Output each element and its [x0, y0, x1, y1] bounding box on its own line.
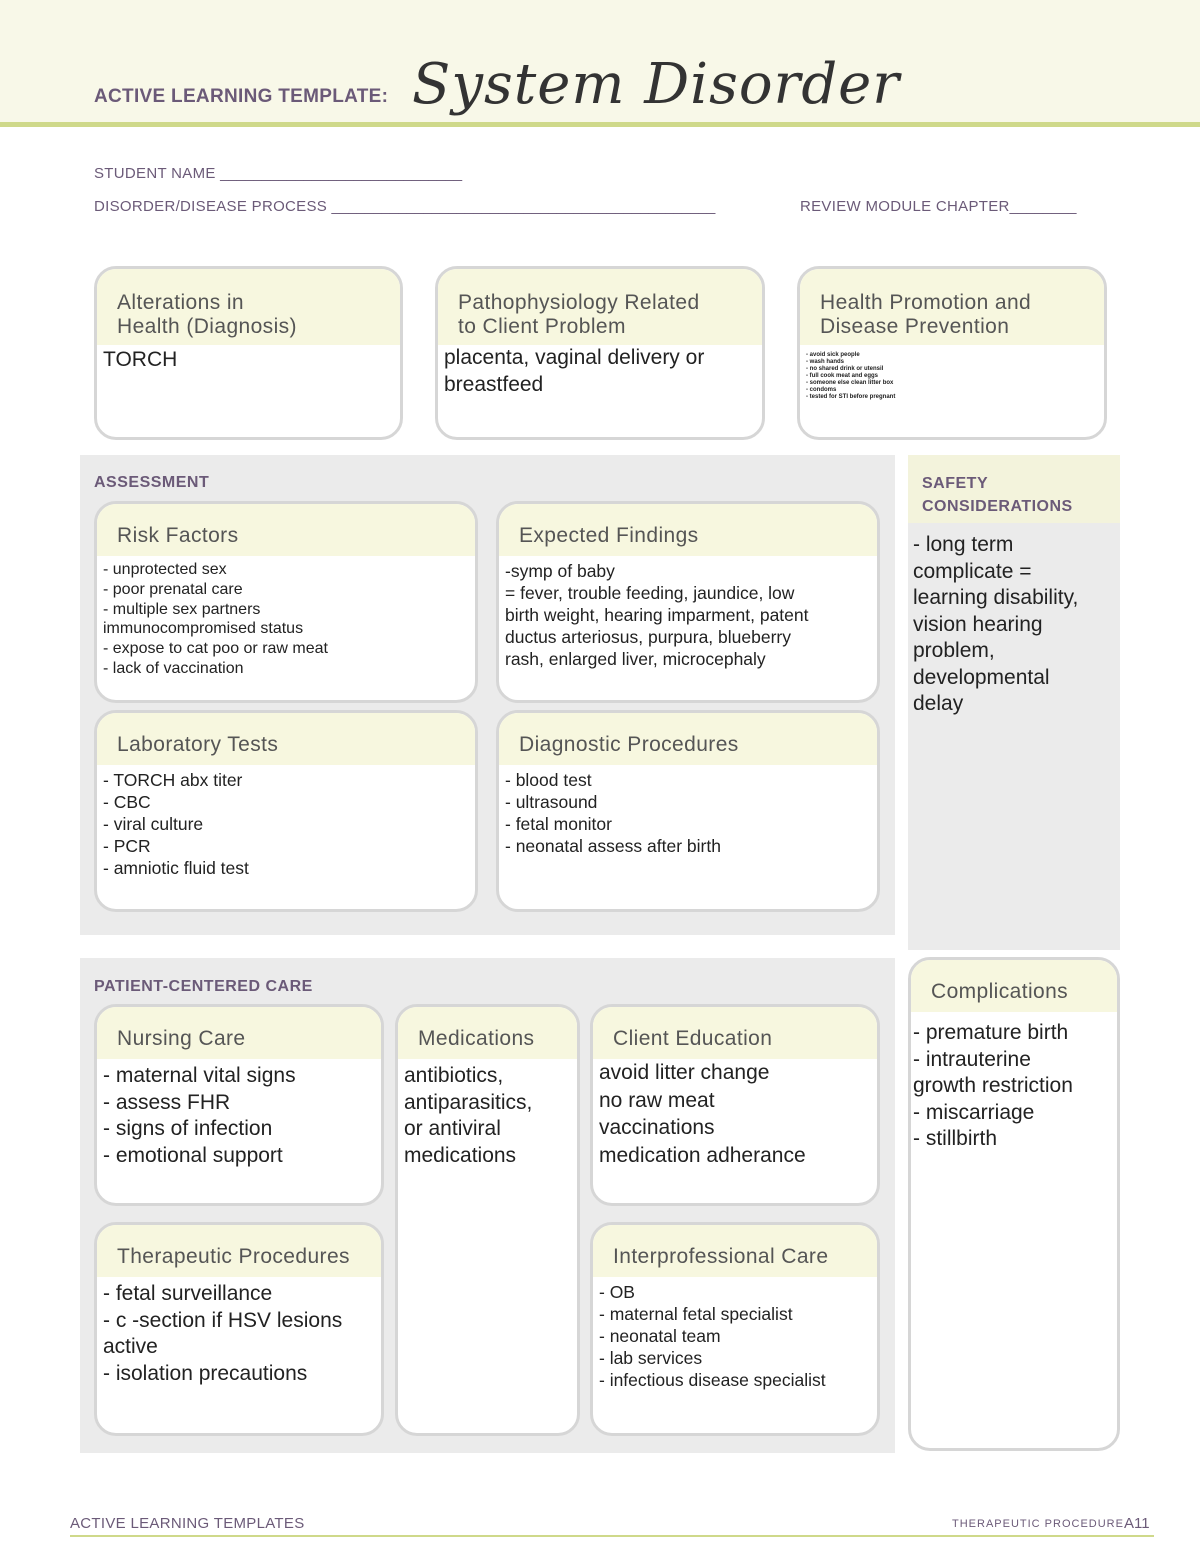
therapeutic-procedures-heading: Therapeutic Procedures	[97, 1225, 381, 1277]
page-number: A11	[1124, 1515, 1150, 1532]
alterations-heading: Alterations in Health (Diagnosis)	[97, 269, 400, 345]
review-chapter-field[interactable]: ________	[1009, 198, 1077, 215]
safety-heading: SAFETY CONSIDERATIONS	[922, 475, 1073, 515]
health-promotion-content[interactable]: - avoid sick people - wash hands - no shared drink or utensil - full cook meat and eggs - someone else clean litter box - condoms - tested for STI before pregnant	[806, 352, 896, 400]
footer-divider	[70, 1535, 1154, 1537]
footer-right-label: THERAPEUTIC PROCEDURE	[952, 1518, 1124, 1530]
laboratory-tests-content[interactable]: - TORCH abx titer - CBC - viral culture - PCR - amniotic fluid test	[103, 770, 249, 878]
nursing-care-heading: Nursing Care	[97, 1007, 381, 1059]
therapeutic-procedures-content[interactable]: - fetal surveillance - c -section if HSV lesions active - isolation precautions	[103, 1282, 343, 1385]
review-chapter-label: REVIEW MODULE CHAPTER	[800, 198, 1010, 215]
patient-care-heading: PATIENT-CENTERED CARE	[94, 978, 313, 995]
disorder-row	[94, 198, 715, 216]
disorder-field[interactable]: ______________________________________________	[331, 198, 716, 215]
medications-box[interactable]	[395, 1004, 580, 1436]
laboratory-tests-box[interactable]	[94, 710, 478, 912]
student-name-field[interactable]: _____________________________	[220, 165, 463, 182]
review-chapter-row	[800, 198, 1076, 216]
pathophysiology-heading: Pathophysiology Related to Client Problem	[438, 269, 762, 345]
complications-heading: Complications	[911, 960, 1117, 1012]
nursing-care-box[interactable]	[94, 1004, 384, 1206]
alterations-content[interactable]: TORCH	[103, 348, 178, 371]
interprofessional-care-heading: Interprofessional Care	[593, 1225, 877, 1277]
disorder-label: DISORDER/DISEASE PROCESS	[94, 198, 328, 215]
diagnostic-procedures-box[interactable]	[496, 710, 880, 912]
diagnostic-procedures-heading: Diagnostic Procedures	[499, 713, 877, 765]
template-label: ACTIVE LEARNING TEMPLATE:	[94, 86, 389, 107]
medications-content[interactable]: antibiotics, antiparasitics, or antiviral medications	[404, 1064, 533, 1167]
expected-findings-heading: Expected Findings	[499, 504, 877, 556]
assessment-heading: ASSESSMENT	[94, 474, 210, 491]
risk-factors-content[interactable]: - unprotected sex - poor prenatal care - multiple sex partners immunocompromised status - expose to cat poo or raw meat - lack of vaccination	[103, 561, 328, 677]
health-promotion-box[interactable]	[797, 266, 1107, 440]
expected-findings-content[interactable]: -symp of baby = fever, trouble feeding, jaundice, low birth weight, hearing imparment, patent ductus arteriosus, purpura, blueberry rash, enlarged liver, microcephaly	[505, 561, 809, 669]
student-name-label: STUDENT NAME	[94, 165, 216, 182]
health-promotion-heading: Health Promotion and Disease Prevention	[800, 269, 1104, 345]
laboratory-tests-heading: Laboratory Tests	[97, 713, 475, 765]
risk-factors-heading: Risk Factors	[97, 504, 475, 556]
diagnostic-procedures-content[interactable]: - blood test - ultrasound - fetal monitor - neonatal assess after birth	[505, 770, 721, 856]
client-education-heading: Client Education	[593, 1007, 877, 1059]
student-name-row	[94, 165, 462, 183]
pathophysiology-content[interactable]: placenta, vaginal delivery or breastfeed	[444, 346, 705, 396]
page-title: System Disorder	[412, 52, 901, 117]
interprofessional-care-content[interactable]: - OB - maternal fetal specialist - neonatal team - lab services - infectious disease specialist	[599, 1282, 826, 1390]
risk-factors-box[interactable]	[94, 501, 478, 703]
pathophysiology-box[interactable]	[435, 266, 765, 440]
client-education-content[interactable]: avoid litter change no raw meat vaccinations medication adherance	[599, 1061, 806, 1167]
safety-content[interactable]: - long term complicate = learning disability, vision hearing problem, developmental delay	[913, 533, 1079, 715]
complications-content[interactable]: - premature birth - intrauterine growth restriction - miscarriage - stillbirth	[913, 1021, 1073, 1150]
nursing-care-content[interactable]: - maternal vital signs - assess FHR - signs of infection - emotional support	[103, 1064, 296, 1167]
expected-findings-box[interactable]	[496, 501, 880, 703]
therapeutic-procedures-box[interactable]	[94, 1222, 384, 1436]
interprofessional-care-box[interactable]	[590, 1222, 880, 1436]
medications-heading: Medications	[398, 1007, 577, 1059]
client-education-box[interactable]	[590, 1004, 880, 1206]
alterations-box[interactable]	[94, 266, 403, 440]
complications-box[interactable]	[908, 957, 1120, 1451]
header-divider	[0, 122, 1200, 127]
footer-left-label: ACTIVE LEARNING TEMPLATES	[70, 1515, 305, 1532]
